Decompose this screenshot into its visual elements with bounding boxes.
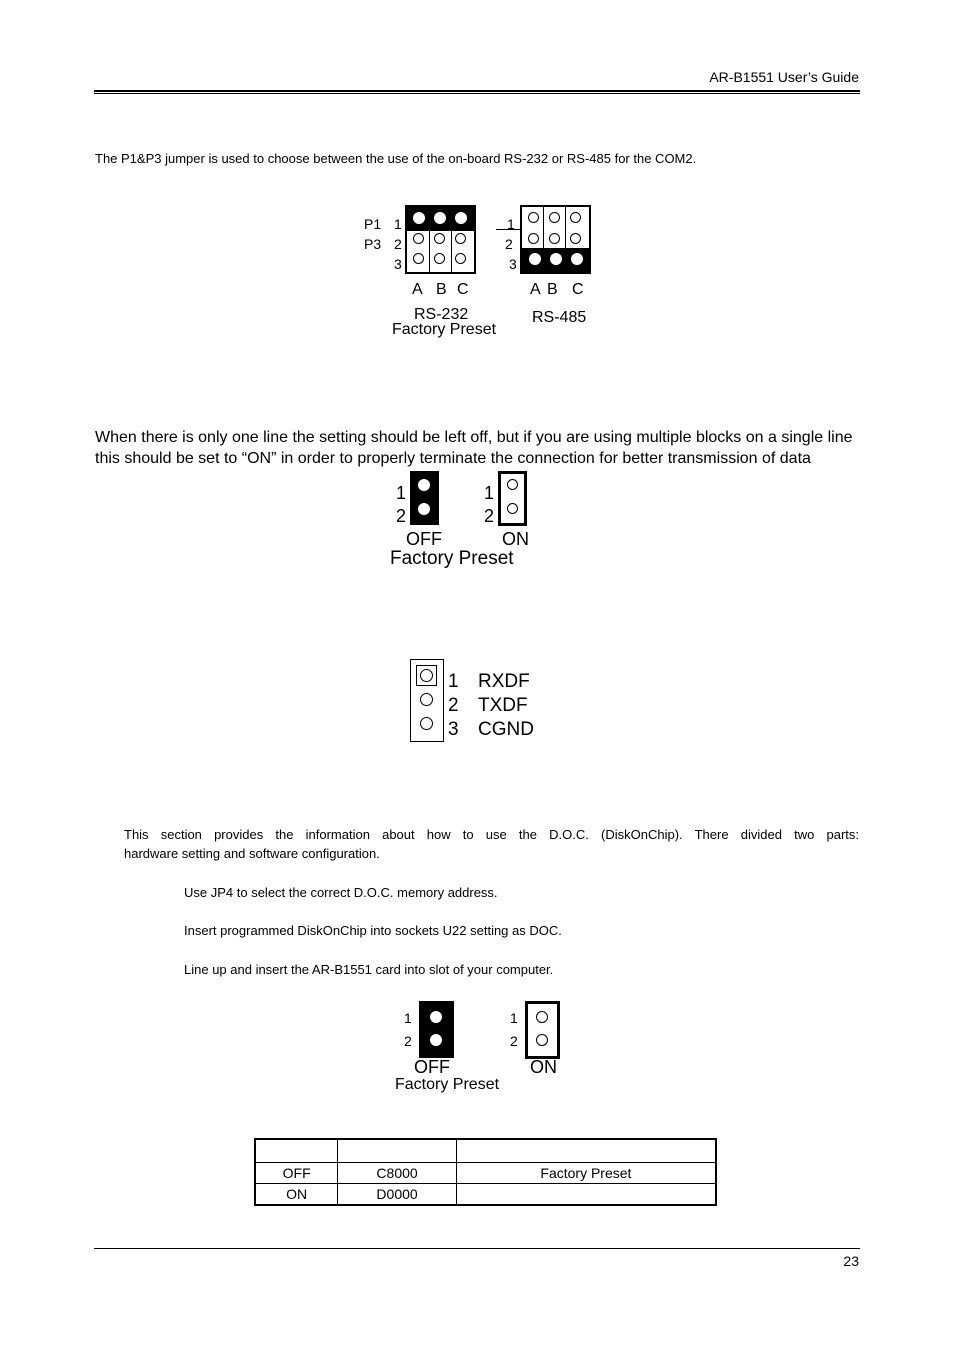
table-cell-address: C8000 <box>338 1163 457 1184</box>
rs232-factory-preset: Factory Preset <box>392 321 497 338</box>
pin-1a <box>528 212 539 223</box>
label-p3: P3 <box>364 236 382 252</box>
pin-2b <box>549 233 560 244</box>
page-number: 23 <box>843 1253 859 1269</box>
col-label-a: A <box>530 281 541 298</box>
jp4-off-label: OFF <box>414 1057 450 1077</box>
connector-signal-cgnd: CGND <box>478 719 534 740</box>
pin-2c <box>570 233 581 244</box>
row-label-1: 1 <box>394 216 402 232</box>
table-cell-jp4: ON <box>255 1184 338 1206</box>
doc-intro-line2: hardware setting and software configuration. <box>124 846 380 861</box>
col-label-a: A <box>412 281 423 298</box>
pin-2a <box>528 233 539 244</box>
connector-pin-2 <box>420 693 433 706</box>
running-header: AR-B1551 User’s Guide <box>709 69 859 85</box>
connector-signal-rxdf: RXDF <box>478 671 530 692</box>
doc-step-3: Line up and insert the AR-B1551 card into slot of your computer. <box>184 962 554 977</box>
pin-2a <box>413 233 424 244</box>
connector-signal-txdf: TXDF <box>478 695 528 716</box>
table-header-cell <box>255 1139 338 1163</box>
pin-3c <box>571 253 583 265</box>
doc-step-2: Insert programmed DiskOnChip into sockets U22 setting as DOC. <box>184 923 562 938</box>
jp4-on-pin-1 <box>536 1011 548 1023</box>
table-cell-address: D0000 <box>338 1184 457 1206</box>
doc-step-1: Use JP4 to select the correct D.O.C. memory address. <box>184 885 498 900</box>
pin-label-1: 1 <box>510 1010 518 1026</box>
connector-pin-1 <box>420 669 433 682</box>
pin-1c <box>570 212 581 223</box>
label-p1: P1 <box>364 216 382 232</box>
termination-description-line2: this should be set to “ON” in order to properly terminate the connection for better transmission of data <box>95 450 811 467</box>
connector-pin-num-2: 2 <box>448 695 459 716</box>
pin-label-2: 2 <box>404 1033 412 1049</box>
footer-rule <box>94 1248 860 1249</box>
jp4-factory-preset: Factory Preset <box>395 1076 500 1093</box>
rs232-divider <box>451 231 452 273</box>
table-header-cell <box>338 1139 457 1163</box>
doc-address-table <box>254 1138 717 1206</box>
header-rule <box>94 90 860 92</box>
rs485-divider <box>565 207 566 248</box>
jp4-off-pin-1 <box>430 1011 442 1023</box>
col-label-c: C <box>457 281 469 298</box>
jp4-on-block <box>525 1001 560 1059</box>
termination-description-line1: When there is only one line the setting should be left off, but if you are using multiple blocks on a single line <box>95 429 853 446</box>
pin-2b <box>434 233 445 244</box>
pin-1c <box>455 212 467 224</box>
table-header-cell <box>456 1139 716 1163</box>
jp4-off-shunt <box>419 1001 454 1058</box>
pin-1b <box>434 212 446 224</box>
row-label-3: 3 <box>509 256 517 272</box>
pin-label-2: 2 <box>510 1033 518 1049</box>
jp4-on-pin-2 <box>536 1034 548 1046</box>
pin-1b <box>549 212 560 223</box>
pin-3a <box>529 253 541 265</box>
termination-factory-preset: Factory Preset <box>390 548 514 569</box>
table-row <box>255 1184 716 1206</box>
row-label-1: 1 <box>507 216 515 232</box>
row-label-2: 2 <box>394 236 402 252</box>
doc-intro-line1: This section provides the information about how to use the D.O.C. (DiskOnChip). There divided two parts: <box>124 827 859 842</box>
on-label: ON <box>502 529 529 549</box>
connector-pin-3 <box>420 717 433 730</box>
rs232-label: RS-232 <box>414 306 469 323</box>
row-label-3: 3 <box>394 256 402 272</box>
table-row <box>255 1163 716 1184</box>
on-pin-2 <box>507 503 518 514</box>
pin-1a <box>413 212 425 224</box>
header-rule-thin <box>94 93 860 94</box>
jp4-on-label: ON <box>530 1057 557 1077</box>
off-pin-1 <box>418 479 430 491</box>
pin-label-2: 2 <box>484 506 495 526</box>
table-cell-jp4: OFF <box>255 1163 338 1184</box>
pin-3b <box>434 253 445 264</box>
pin-label-2: 2 <box>396 506 407 526</box>
col-label-b: B <box>547 281 558 298</box>
pin-label-1: 1 <box>396 483 407 503</box>
pin-3a <box>413 253 424 264</box>
pin-3b <box>550 253 562 265</box>
rs485-label: RS-485 <box>532 309 587 326</box>
jp4-off-pin-2 <box>430 1034 442 1046</box>
rs232-divider <box>429 231 430 273</box>
connector-pin-num-1: 1 <box>448 671 459 692</box>
pin-label-1: 1 <box>404 1010 412 1026</box>
p1p3-description: The P1&P3 jumper is used to choose between the use of the on-board RS-232 or RS-485 for the COM2. <box>95 151 697 166</box>
row-label-2: 2 <box>505 236 513 252</box>
table-cell-note <box>456 1184 716 1206</box>
table-header-row <box>255 1139 716 1163</box>
off-pin-2 <box>418 503 430 515</box>
col-label-c: C <box>572 281 584 298</box>
pin-label-1: 1 <box>484 483 495 503</box>
off-label: OFF <box>406 529 442 549</box>
rs485-divider <box>543 207 544 248</box>
on-pin-1 <box>507 479 518 490</box>
pin-3c <box>455 253 466 264</box>
pin-2c <box>455 233 466 244</box>
col-label-b: B <box>436 281 447 298</box>
table-cell-note: Factory Preset <box>456 1163 716 1184</box>
connector-pin-num-3: 3 <box>448 719 459 740</box>
